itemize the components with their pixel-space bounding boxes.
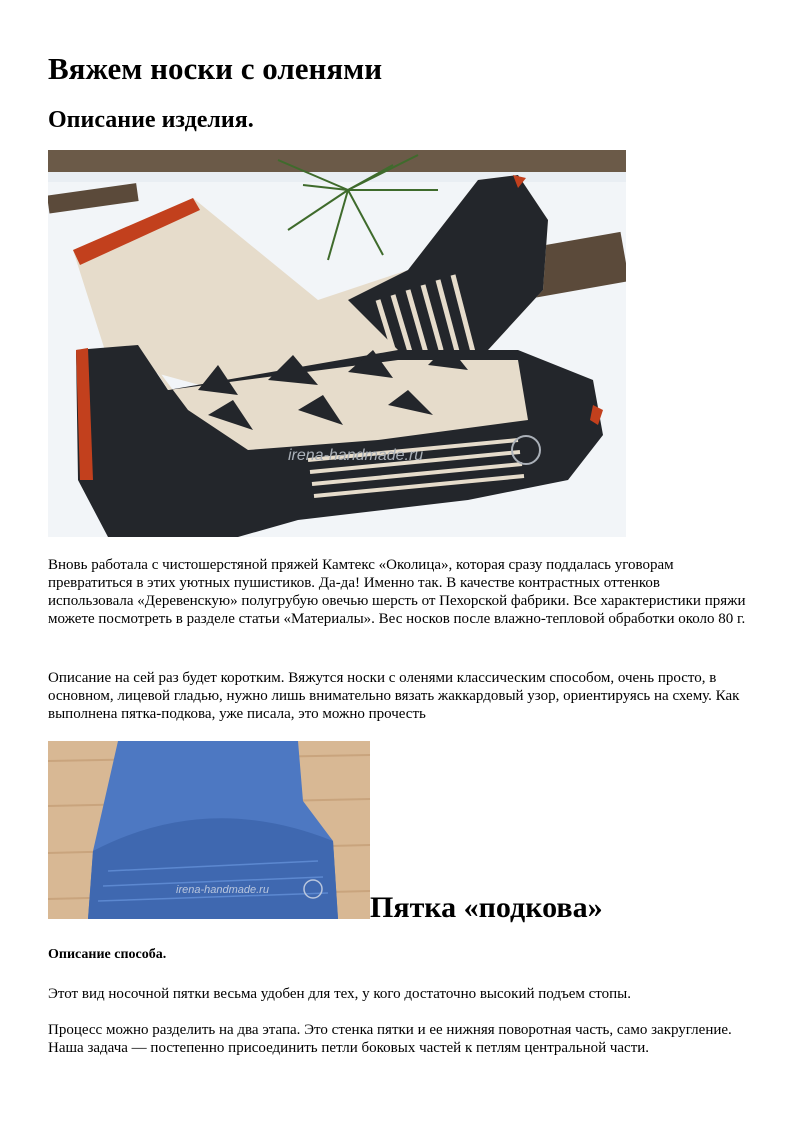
watermark-text-2: irena-handmade.ru — [176, 884, 269, 896]
paragraph-heel-intro: Этот вид носочной пятки весьма удобен для тех, у кого достаточно высокий подъем стопы. — [48, 986, 632, 1002]
paragraph-description: Описание на сей раз будет коротким. Вяжутся носки с оленями классическим способом, очень просто, в основном, лицевой гладью, нужно лишь внимательно вязать жаккардовый узор, ориентируясь на схему. Как выполнена пятка-подкова, уже писала, это можно прочесть — [48, 670, 740, 722]
heel-photo — [48, 741, 370, 919]
heel-heading: Пятка «подкова» — [370, 891, 603, 924]
method-label: Описание способа. — [48, 947, 167, 962]
watermark-text: irena-handmade.ru — [288, 447, 424, 464]
page-title: Вяжем носки с оленями — [48, 51, 383, 86]
paragraph-materials: Вновь работала с чистошерстяной пряжей Камтекс «Околица», которая сразу поддалась уговорам превратиться в этих уютных пушистиков. Да-да! Именно так. В качестве контрастных оттенков использовала «Деревенскую» полугрубую овечью шерсть от Пехорской фабрики. Все характеристики пряжи можете посмотреть в разделе статьи «Материалы». Вес носков после влажно-тепловой обработки около 80 г. — [48, 557, 746, 627]
deer-socks-photo — [48, 150, 626, 537]
section-heading: Описание изделия. — [48, 107, 254, 133]
paragraph-heel-process: Процесс можно разделить на два этапа. Это стенка пятки и ее нижняя поворотная часть, само закругление. Наша задача — постепенно присоединить петли боковых частей к петлям центральной части. — [48, 1022, 732, 1056]
